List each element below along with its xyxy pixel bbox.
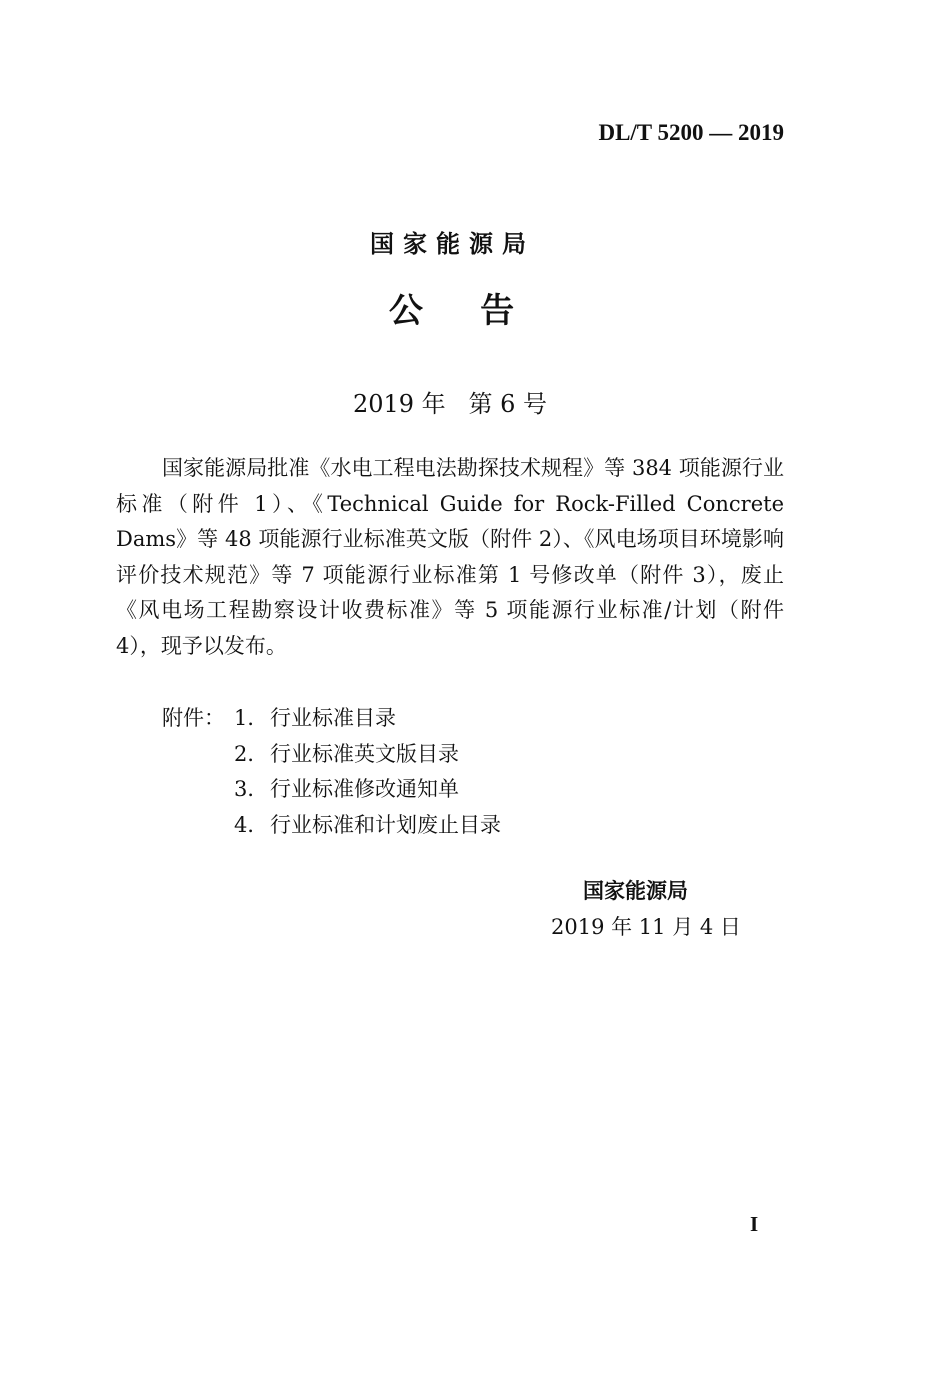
attachment-number: 3． xyxy=(234,777,269,801)
attachment-item xyxy=(162,701,501,737)
attachments-label: 附件： xyxy=(162,706,225,730)
attachment-item xyxy=(162,772,501,808)
attachment-text: 行业标准目录 xyxy=(270,706,396,730)
attachment-text: 行业标准英文版目录 xyxy=(270,741,459,766)
attachment-item xyxy=(162,808,501,844)
attachment-item xyxy=(162,737,501,773)
attachment-text: 行业标准和计划废止目录 xyxy=(270,812,501,837)
signature-date: 2019 年 11 月 4 日 xyxy=(551,915,741,939)
page-number: I xyxy=(750,1212,759,1236)
standard-code: DL/T 5200 — 2019 xyxy=(598,120,784,145)
attachment-text: 行业标准修改通知单 xyxy=(270,777,459,801)
announcement-body: 国家能源局批准《水电工程电法勘探技术规程》等 384 项能源行业标准（附件 1）、《Technical Guide for Rock-Filled Concrete Dams》等 48 项能源行业标准英文版（附件 2）、《风电场项目环境影响评价技术规范》等 7 项能源行业标准第 1 号修改单（附件 3），废止《风电场工程勘察设计收费标准》等 5 项能源行业标准/计划（附件 4），现予以发布。 xyxy=(116,456,784,658)
issuer-title: 国家能源局 xyxy=(370,230,535,258)
announcement-title: 公 告 xyxy=(388,291,517,331)
attachment-number: 2． xyxy=(234,741,269,766)
issue-number: 2019 年 第 6 号 xyxy=(352,390,548,418)
attachments-list xyxy=(162,701,501,843)
signature-organization: 国家能源局 xyxy=(583,879,688,903)
attachment-number: 1． xyxy=(234,706,269,730)
attachment-number: 4． xyxy=(234,812,269,837)
